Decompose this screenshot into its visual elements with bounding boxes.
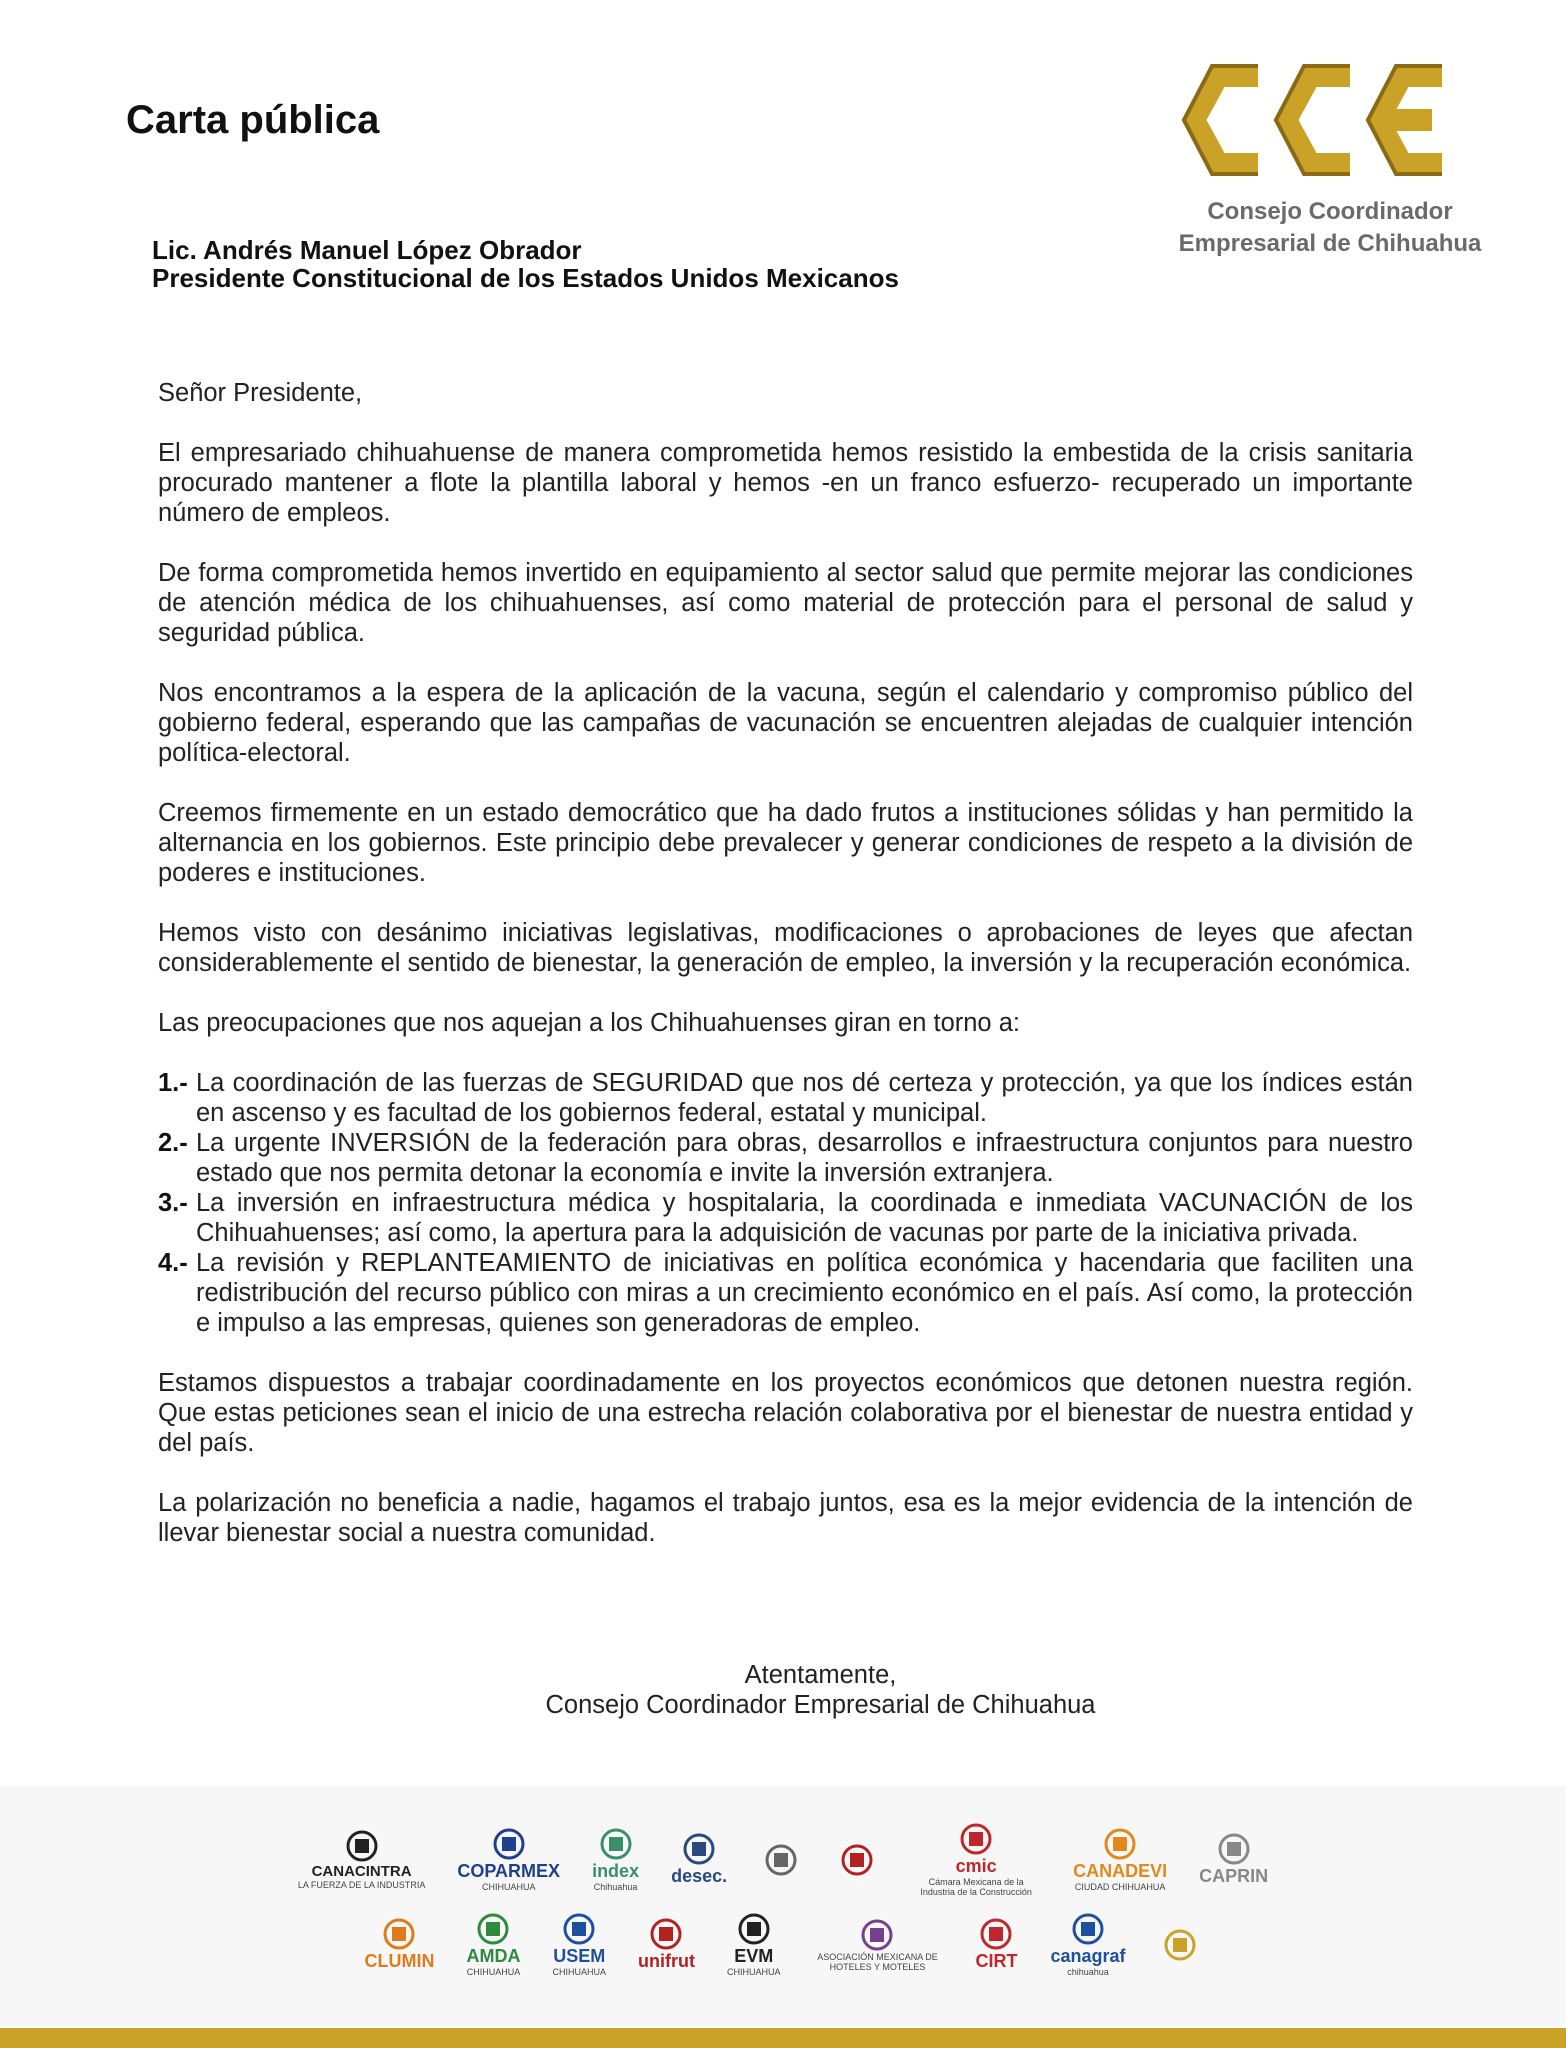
member-logo-name: CLUMIN (364, 1951, 435, 1971)
member-logo-subtitle: CHIHUAHUA (466, 1967, 521, 1977)
footer-bar (0, 2028, 1566, 2048)
amhm-logo-icon (855, 1918, 899, 1952)
mining-association-seal-logo-icon (1158, 1928, 1202, 1962)
salutation: Señor Presidente, (158, 379, 363, 407)
canadevi-logo-icon (1098, 1827, 1142, 1861)
concerns-list (158, 1068, 1413, 1338)
coparmex-logo-icon (487, 1827, 531, 1861)
member-logos-strip (0, 1786, 1566, 2026)
addressee-position: Presidente Constitucional de los Estados Unidos Mexicanos (152, 263, 899, 293)
usem-logo-icon (557, 1912, 601, 1946)
member-logo-name: cmic (955, 1856, 997, 1876)
paragraph: Nos encontramos a la espera de la aplicación de la vacuna, según el calendario y compromiso público del gobierno federal, esperando que las campañas de vacunación se encuentren alejadas de cualquier intención política-electoral. (158, 679, 1413, 767)
member-logo-subtitle: CHIHUAHUA (726, 1967, 781, 1977)
member-logo-subtitle: CIUDAD CHIHUAHUA (1074, 1882, 1166, 1892)
letter-body (158, 378, 1413, 1578)
paragraph: Hemos visto con desánimo iniciativas legislativas, modificaciones o aprobaciones de leyes que afectan considerablemente el sentido de bienestar, la generación de empleo, la inversión y la recuperación económica. (158, 919, 1413, 977)
list-item-text: La urgente INVERSIÓN de la federación para obras, desarrollos e infraestructura conjuntos para nuestro estado que nos permita detonar la economía e invite la inversión extranjera. (196, 1129, 1413, 1187)
member-logo-name: CIRT (975, 1951, 1018, 1971)
regional-council-seal-logo-icon (835, 1843, 879, 1877)
index-tree-logo-icon (594, 1827, 638, 1861)
cirt-logo-icon (974, 1917, 1018, 1951)
evm-logo-icon (732, 1912, 776, 1946)
canagraf-logo-icon (1066, 1912, 1110, 1946)
amda-logo-icon (471, 1912, 515, 1946)
cce-logo (1160, 58, 1500, 260)
state-seal-logo-icon (759, 1843, 803, 1877)
member-logo-subtitle: Cámara Mexicana de la Industria de la Construcción (920, 1877, 1032, 1897)
paragraph: De forma comprometida hemos invertido en equipamiento al sector salud que permite mejorar las condiciones de atención médica de los chihuahuenses, así como material de protección para el personal de salud y seguridad pública. (158, 559, 1413, 647)
closing-block (0, 1660, 1566, 1720)
member-logo (835, 1843, 879, 1877)
member-logo (1158, 1928, 1202, 1962)
signoff: Atentamente, (744, 1661, 897, 1689)
member-logo (974, 1917, 1018, 1972)
member-logo-name: CANADEVI (1073, 1861, 1168, 1881)
member-logo (466, 1912, 520, 1977)
member-logo (1073, 1827, 1167, 1892)
member-logo (1199, 1832, 1268, 1887)
member-logo-subtitle: CHIHUAHUA (552, 1967, 606, 1977)
signature: Consejo Coordinador Empresarial de Chihuahua (545, 1691, 1096, 1719)
member-logo-name: USEM (553, 1946, 606, 1966)
member-logo (552, 1912, 606, 1977)
paragraph: La polarización no beneficia a nadie, hagamos el trabajo juntos, esa es la mejor evidencia de la intención de llevar bienestar social a nuestra comunidad. (158, 1489, 1413, 1547)
list-item (158, 1068, 1413, 1128)
list-item (158, 1188, 1413, 1248)
clumin-logo-icon (377, 1917, 421, 1951)
unifrut-logo-icon (644, 1917, 688, 1951)
member-logo-name: COPARMEX (457, 1861, 561, 1881)
member-logo-name: CAPRIN (1199, 1866, 1269, 1886)
paragraph: El empresariado chihuahuense de manera comprometida hemos resistido la embestida de la crisis sanitaria procurado mantener a flote la plantilla laboral y hemos -en un franco esfuerzo- recuperado un importante número de empleos. (158, 439, 1413, 527)
member-logo-name: EVM (734, 1946, 774, 1966)
member-logo (671, 1832, 727, 1887)
canacintra-logo-icon (340, 1829, 384, 1863)
logo-name-line1: Consejo Coordinador (1207, 198, 1453, 225)
list-item-text: La inversión en infraestructura médica y hospitalaria, la coordinada e inmediata VACUNACIÓN de los Chihuahuenses; así como, la apertura para la adquisición de vacunas por parte de la iniciativa privada. (196, 1189, 1413, 1247)
paragraph: Creemos firmemente en un estado democrático que ha dado frutos a instituciones sólidas y han permitido la alternancia en los gobiernos. Este principio debe prevalecer y generar condiciones de respeto a la división de poderes e instituciones. (158, 799, 1413, 887)
list-item-number: 4.- (158, 1249, 188, 1277)
member-logo (638, 1917, 695, 1972)
member-logo (457, 1827, 560, 1892)
list-item (158, 1128, 1413, 1188)
caprin-logo-icon (1212, 1832, 1256, 1866)
list-item (158, 1248, 1413, 1338)
letter-title: Carta pública (126, 98, 380, 142)
member-logo-subtitle: chihuahua (1067, 1967, 1109, 1977)
member-logo-name: AMDA (466, 1946, 521, 1966)
member-logo (364, 1917, 434, 1972)
paragraph: Estamos dispuestos a trabajar coordinadamente en los proyectos económicos que detonen nuestra región. Que estas peticiones sean el inicio de una estrecha relación colaborativa por el bienestar de nuestra entidad y del país. (158, 1369, 1413, 1457)
list-item-number: 2.- (158, 1129, 188, 1157)
addressee-name: Lic. Andrés Manuel López Obrador (152, 235, 582, 265)
desec-logo-icon (677, 1832, 721, 1866)
addressee-block (152, 236, 899, 292)
member-logo-subtitle: LA FUERZA DE LA INDUSTRIA (297, 1880, 426, 1890)
member-logo-subtitle: Chihuahua (593, 1882, 638, 1892)
cmic-logo-icon (954, 1822, 998, 1856)
member-logo (727, 1912, 781, 1977)
list-item-number: 1.- (158, 1069, 188, 1097)
member-logo-name: index (592, 1861, 640, 1881)
member-logos-row-2 (0, 1912, 1566, 1977)
member-logo-name: unifrut (637, 1951, 695, 1971)
member-logo-name: CANACINTRA (311, 1863, 412, 1880)
member-logo-subtitle: CHIHUAHUA (481, 1882, 536, 1892)
member-logo (1050, 1912, 1125, 1977)
member-logo (759, 1843, 803, 1877)
member-logo (592, 1827, 639, 1892)
list-item-number: 3.- (158, 1189, 188, 1217)
member-logo (911, 1822, 1041, 1897)
member-logo-subtitle: ASOCIACIÓN MEXICANA DE HOTELES Y MOTELES (817, 1951, 938, 1972)
member-logo-name: canagraf (1050, 1946, 1126, 1966)
member-logos-row-1 (0, 1822, 1566, 1897)
member-logo-name: desec. (671, 1866, 728, 1886)
list-item-text: La coordinación de las fuerzas de SEGURIDAD que nos dé certeza y protección, ya que los índices están en ascenso y es facultad de los gobiernos federal, estatal y municipal. (196, 1069, 1413, 1127)
logo-name-line2: Empresarial de Chihuahua (1178, 230, 1482, 257)
list-item-text: La revisión y REPLANTEAMIENTO de iniciativas en política económica y hacendaria que faciliten una redistribución del recurso público con miras a un crecimiento económico en el país. Así como, la protección e impulso a las empresas, quienes son generadoras de empleo. (196, 1249, 1413, 1337)
member-logo (298, 1829, 426, 1890)
paragraph: Las preocupaciones que nos aquejan a los Chihuahuenses giran en torno a: (158, 1009, 1020, 1037)
cce-gold-interlocked-logo-icon (1180, 58, 1480, 188)
member-logo (812, 1918, 942, 1972)
